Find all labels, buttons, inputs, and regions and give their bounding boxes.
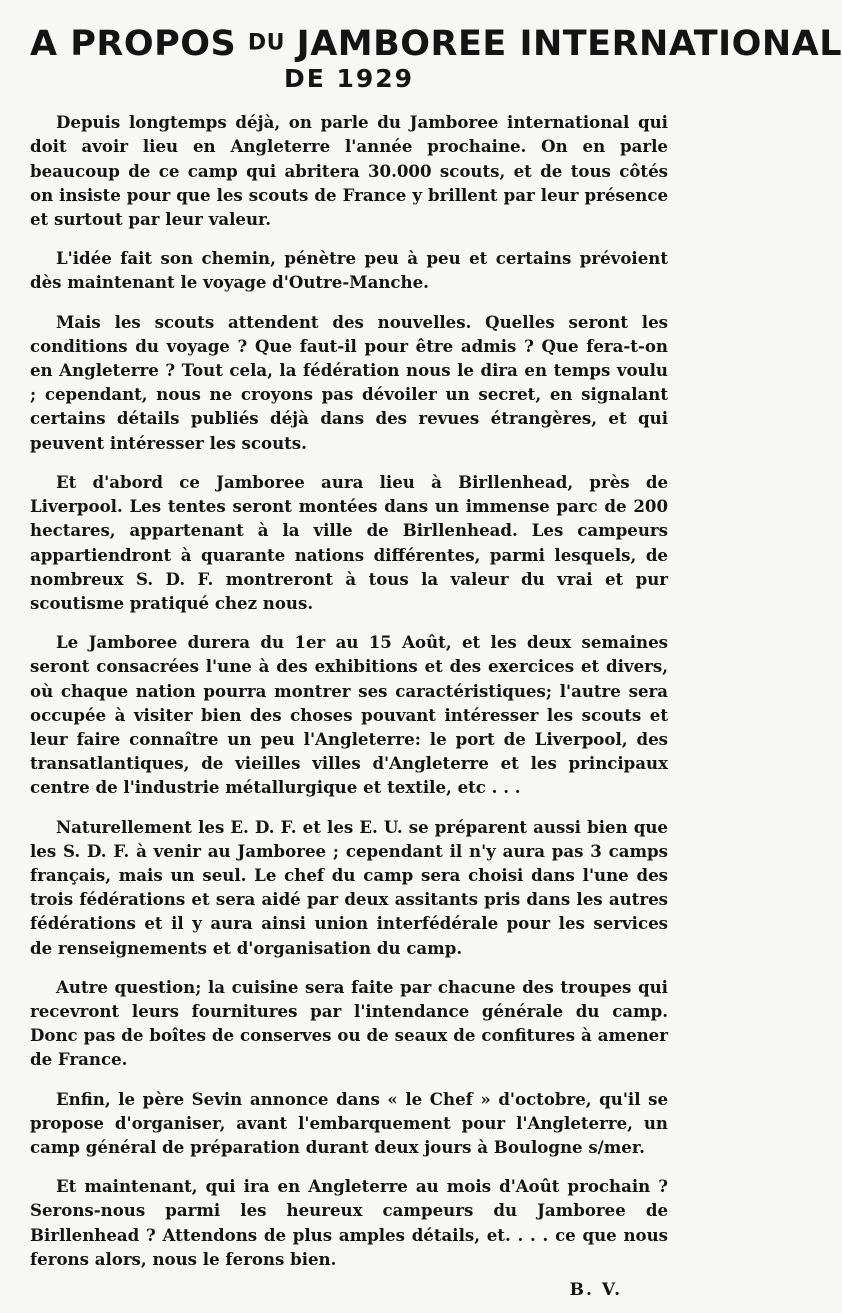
article-title-part-b: JAMBOREE INTERNATIONAL [296, 24, 842, 64]
paragraph: Depuis longtemps déjà, on parle du Jamboree international qui doit avoir lieu en Angleterre l'année prochaine. On en parle beaucoup de ce camp qui abritera 30.000 scouts, et de tous côtés on insiste pour que les scouts de France y brillent par leur présence et surtout par leur valeur. [30, 112, 668, 230]
paragraph: Mais les scouts attendent des nouvelles. Quelles seront les conditions du voyage ? Que faut-il pour être admis ? Que fera-t-on en Angleterre ? Tout cela, la fédération nous le dira en temps voulu ; cependant, nous ne croyons pas dévoiler un secret, en signalant certains détails publiés déjà dans des revues étrangères, et qui peuvent intéresser les scouts. [30, 311, 668, 453]
paragraph: Et maintenant, qui ira en Angleterre au mois d'Août prochain ? Serons-nous parmi les heureux campeurs du Jamboree de Birllenhead ? Attendons de plus amples détails, et. . . . ce que nous ferons alors, nous le ferons bien. [30, 1176, 668, 1269]
article-title [30, 24, 842, 64]
article-title-part-a: A PROPOS [30, 24, 237, 64]
paragraph: Autre question; la cuisine sera faite par chacune des troupes qui recevront leurs fournitures par l'intendance générale du camp. Donc pas de boîtes de conserves ou de seaux de confitures à amener de France. [30, 976, 668, 1070]
article-title-du: DU [247, 30, 286, 56]
paragraph: Le Jamboree durera du 1er au 15 Août, et les deux semaines seront consacrées l'une à des exhibitions et des exercices et divers, où chaque nation pourra montrer ses caractéristiques; l'autre sera occupée à visiter bien des choses pouvant intéresser les scouts et leur faire connaître un peu l'Angleterre: le port de Liverpool, des transatlantiques, de vieilles villes d'Angleterre et les principaux centre de l'industrie métallurgique et textile, etc . . . [30, 632, 668, 798]
paragraph: L'idée fait son chemin, pénètre peu à peu et certains prévoient dès maintenant le voyage d'Outre-Manche. [30, 248, 668, 293]
author-signature: B. V. [569, 1280, 622, 1300]
article-subtitle: DE 1929 [283, 63, 415, 93]
article-body [30, 110, 668, 1271]
paragraph: Et d'abord ce Jamboree aura lieu à Birllenhead, près de Liverpool. Les tentes seront montées dans un immense parc de 200 hectares, appartenant à la ville de Birllenhead. Les campeurs appartiendront à quarante nations différentes, parmi lesquels, de nombreux S. D. F. montreront à tous la valeur du vrai et pur scoutisme pratiqué chez nous. [30, 471, 668, 613]
paragraph: Naturellement les E. D. F. et les E. U. se préparent aussi bien que les S. D. F. à venir au Jamboree ; cependant il n'y aura pas 3 camps français, mais un seul. Le chef du camp sera choisi dans l'une des trois fédérations et sera aidé par deux assitants pris dans les autres fédérations et il y aura ainsi union interfédérale pour les services de renseignements et d'organisation du camp. [30, 816, 668, 958]
paragraph: Enfin, le père Sevin annonce dans « le Chef » d'octobre, qu'il se propose d'organiser, avant l'embarquement pour l'Angleterre, un camp général de préparation durant deux jours à Boulogne s/mer. [30, 1088, 668, 1157]
